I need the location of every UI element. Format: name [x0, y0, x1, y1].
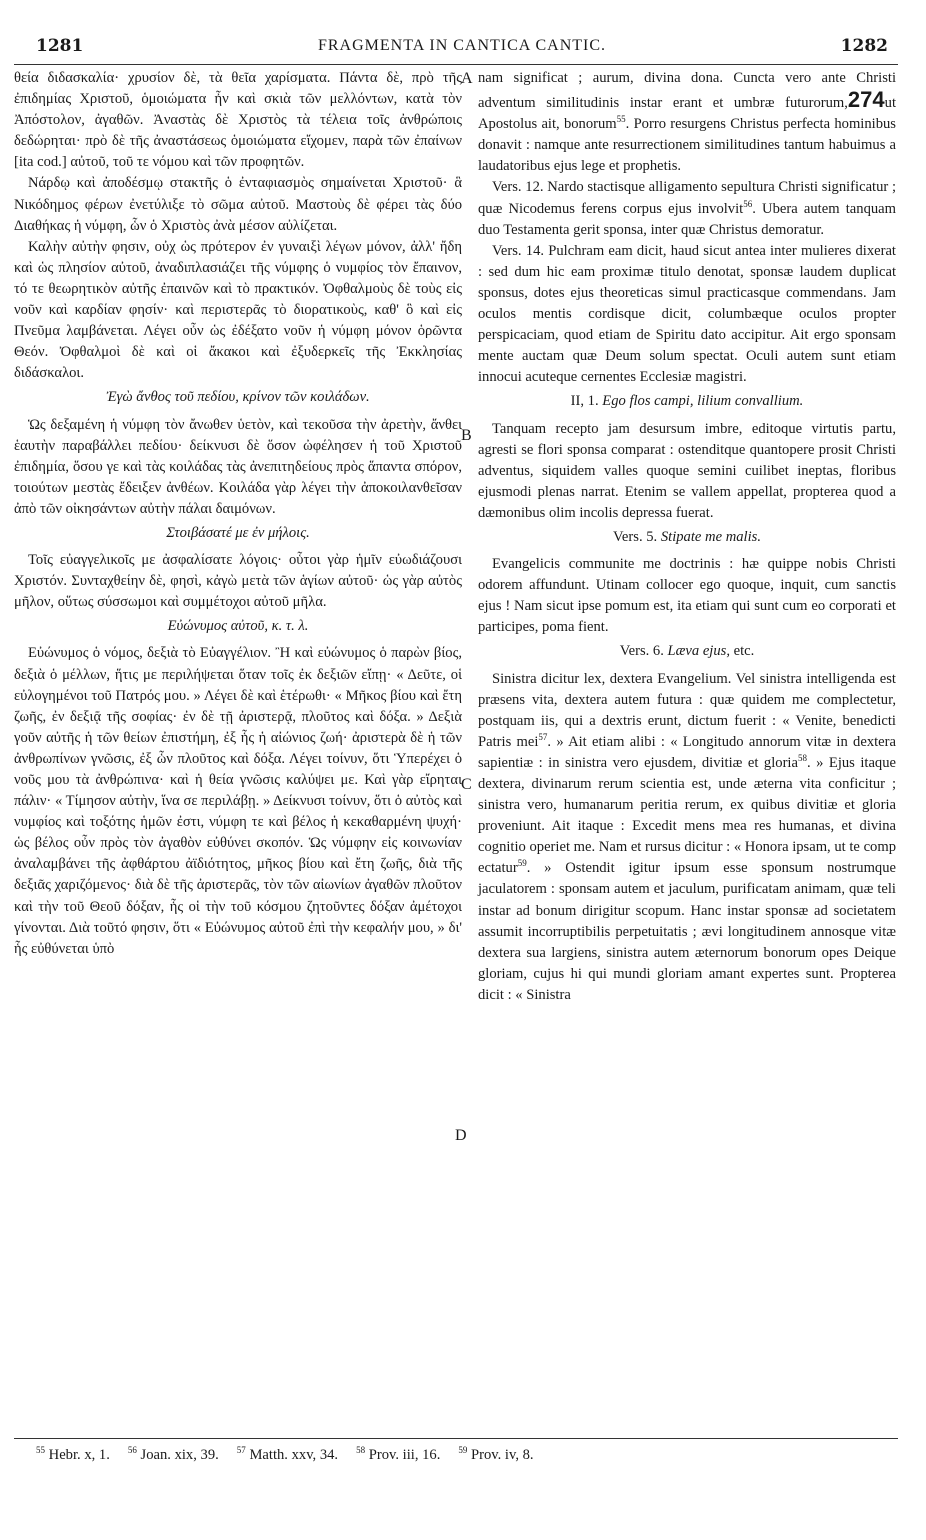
latin-paragraph: [478, 669, 896, 1007]
latin-section-heading: [478, 527, 896, 548]
footnote-ref: 59: [517, 858, 527, 869]
marker-b: B: [461, 427, 472, 444]
latin-paragraph: Tanquam recepto jam desursum imbre, editoque virtutis partu, agresti se flori sponsa comparat : ostenditque quantopere prosit Christi adventus, siquidem valles quoque semini cuilibet ineptas, floribus ejusmodi plenas narrat. Etenim se vallem appellat, propterea quod a dæmonibus olim incolis depressa fuerat.: [478, 420, 896, 521]
footnote: [458, 1447, 533, 1464]
latin-text: nam significat ; aurum, divina dona. Cuncta vero ante Christi adventum similitudinis instar erant et umbræ futurorum,: [478, 70, 896, 112]
footnote-number: 55: [36, 1445, 45, 1456]
footnote-text: Prov. iii, 16.: [368, 1447, 441, 1463]
latin-text: ut Apostolus ait, bonorum: [478, 95, 896, 133]
greek-paragraph: Καλὴν αὐτὴν φησιν, οὐχ ὡς πρότερον ἐν γυναιξὶ λέγων μόνον, ἀλλ' ἤδη καὶ ὡς πλησίον αὐτοῦ, ἀναδιπλασιάζει τῆς νύμφης ὁ νυμφίος τὸν ἔπαινον, τό τε θεωρητικὸν αὐτῆς ἐπαινῶν καὶ τὸ πρακτικόν. Ὀφθαλμοὺς δὲ τοὺς εἰς νοῦν καὶ καρδίαν φησίν· καὶ περιστερᾶς τὸ διορατικοὺς, καθ' ὃ καὶ εἰς Πνεῦμα λαμβάνεται. Λέγει οὖν ὡς ἐδέξατο νοῦν ἡ νύμφη μόνον ὁρῶντα Θεόν. Ὀφθαλμοὶ δὲ καὶ οἱ ἄκακοι καὶ ἐξυδερκεῖς τῆς Ἐκκλησίας διδάσκαλοι.: [14, 238, 462, 382]
latin-text: . » Ostendit igitur ipsum esse sponsum nostrumque jaculatorem : sponsam autem et jaculum, purificatam animam, quæ teli instar ad bonum dirigitur scopum. Hanc instar sponsæ ad societatem assumit incorruptibilis perpetuitatis ; ævi longitudinem annosque vitæ dextera sua largiens, sinistra autem æternorum bonorum opes Deique gloriam, cujus hi qui mundi gloriam amant expertes sunt. Propterea dicit : « Sinistra: [478, 860, 896, 1003]
marker-a: A: [461, 70, 473, 87]
greek-section-heading: Εὐώνυμος αὐτοῦ, κ. τ. λ.: [167, 618, 309, 635]
greek-paragraph: Εὐώνυμος ὁ νόμος, δεξιὰ τὸ Εὐαγγέλιον. Ἢ καὶ εὐώνυμος ὁ παρὼν βίος, δεξιὰ ὁ μέλλων, ἥτις με περιλήψεται ὅταν τοῖς ἐκ δεξιῶν εἴπῃ· « Δεῦτε, οἱ εὐλογημένοι τοῦ Πατρός μου. » Λέγει δὲ καὶ ἑτέρωθι· « Μῆκος βίου καὶ ἔτη ζωῆς, ἐν δεξιᾷ τῆς σοφίας· ἐν δὲ τῇ ἀριστερᾷ, πλοῦτος καὶ δόξα. » Δεξιὰ γοῦν αὐτῆς ἡ τῶν θείων ἐπιστήμη, ἐξ ἧς ἡ αἰώνιος ζωή· ἀριστερὰ δὲ ἡ τῶν ἀνθρωπίνων γνῶσις, ἐξ ὧν πλοῦτος καὶ δόξα. Λέγει τοίνυν, ὅτι Ὑπερέχει ὁ νοῦς μου τὰ ἀνθρώπινα· καὶ ἡ θεία γνῶσις καλύψει με. Καὶ γὰρ εἴρηται πάλιν· « Τίμησον αὐτὴν, ἵνα σε περιλάβῃ. » Δείκνυσι τοίνυν, ὅτι ὁ αὐτὸς καὶ νυμφίος καὶ τοξότης ἡμῶν ἐστι, νύμφη τε καὶ βέλος ἡ κεκαθαρμένη ψυχή· ὡς βέλος οὖν πρὸς τὸν ἀγαθὸν εὐθύνει σκοπόν. Ὡς νύμφην εἰς κοινωνίαν ἀναλαμβάνει τῆς ἀφθάρτου ἀϊδιότητος, μῆκος βίου καὶ ἔτη ζωῆς, διὰ τῆς δεξιᾶς χαριζόμενος· διὰ δὲ τῆς ἀριστερᾶς, τὸν τῶν αἰωνίων ἀγαθῶν πλοῦτον καὶ τὴν τοῦ Θεοῦ δόξαν, ἧς οἱ τὴν τοῦ κόσμου ζητοῦντες δόξαν ἀμέτοχοι γίνονται. Διὰ τοῦτό φησιν, ὅτι « Εὐώνυμος αὐτοῦ ἐπὶ τὴν κεφαλήν μου, » δι' ἧς εὐθύνεται ὑπὸ: [14, 645, 462, 957]
greek-section-heading: Ἐγὼ ἄνθος τοῦ πεδίου, κρίνον τῶν κοιλάδων.: [106, 389, 370, 406]
latin-text: Vers. 12. Nardo stactisque alligamento sepultura Christi significatur ; quæ Nicodemus ferens corpus ejus involvit: [478, 179, 896, 217]
footnote-rule: [14, 1438, 898, 1439]
latin-text: . » Ejus itaque dextera, divinarum rerum scientia est, unde æterna vita conficitur ; sinistra vero, humanarum peritia rerum, ex quibus divitiæ et gloria proveniunt. Ait itaque : Excedit mens mea res humanas, et divina cognitio operiet me. Nam et rursus dicitur : « Honora ipsam, ut te comp ectatur: [478, 754, 896, 877]
footnote-number: 59: [458, 1445, 468, 1456]
latin-text: . » Ait etiam alibi : « Longitudo annorum vitæ in dextera sapientiæ : in sinistra vero ejusdem, divitiæ et gloria: [478, 733, 896, 771]
greek-paragraph: Τοῖς εὐαγγελικοῖς με ἀσφαλίσατε λόγοις· οὗτοι γὰρ ἡμῖν εὐωδιάζουσι Χριστόν. Συνταχθείην δὲ, φησὶ, κἀγὼ μετὰ τῶν ἁγίων αὐτοῦ· ὡς γὰρ αὐτὸς μῆλον, οὕτως σύσσωμοι καὶ συμμέτοχοι αὐτοῦ μῆλα.: [14, 552, 462, 611]
footnote: [36, 1447, 110, 1464]
footnotes: [36, 1447, 896, 1464]
latin-section-heading: [478, 641, 896, 662]
footnote-ref: 58: [797, 753, 807, 764]
footnote-number: 58: [356, 1445, 366, 1456]
page-number-left: 1281: [36, 36, 84, 56]
verse-title: Læva ejus,: [667, 643, 730, 660]
marker-d: D: [455, 1127, 467, 1144]
running-header: [36, 36, 888, 64]
latin-paragraph: Evangelicis communite me doctrinis : hæ quippe nobis Christi odorem affundunt. Utinam collocer ego quoque, inquit, cum sanctis ejus ! Nam sicut ipse pomum est, ita etiam qui sunt cum eo corporati et participes, poma fient.: [478, 556, 896, 636]
verse-title: Ego flos campi, lilium convallium.: [602, 393, 804, 410]
greek-paragraph: Νάρδῳ καὶ ἀποδέσμῳ στακτῆς ὁ ἐνταφιασμὸς σημαίνεται Χριστοῦ· ἃ Νικόδημος φέρων ἐνετύλιξε τὸ σῶμα αὐτοῦ. Μαστοὺς δὲ φέρει τὰς δύο Διαθήκας ἡ νύμφη, ὧν ὁ Χριστὸς ἀνὰ μέσον αὐλίζεται.: [14, 175, 462, 234]
marker-c: C: [461, 776, 472, 793]
verse-title: Stipate me malis.: [660, 528, 761, 545]
latin-text: . Porro resurgens Christus perfecta hominibus donavit : namque ante resurrectionem similitudines tantum habuimus a laudatoribus ejus lege et prophetis.: [478, 116, 896, 175]
greek-paragraph: θεία διδασκαλία· χρυσίον δὲ, τὰ θεῖα χαρίσματα. Πάντα δὲ, πρὸ τῆς ἐπιδημίας Χριστοῦ, ὁμοιώματα ἦν καὶ σκιὰ τῶν μελλόντων, κατὰ τὸν Ἀπόστολον, ἀγαθῶν. Ἀναστὰς δὲ Χριστὸς τὰ τέλεια τοῖς ἀνθρώποις δεδώρηται· πρὸ δὲ τῆς ἀναστάσεως ὁμοιώματα εἴχομεν, παρὰ τῶν ἐπαίνων [ita cod.] αὐτοῦ, τοῦ τε νόμου καὶ τῶν προφητῶν.: [14, 70, 462, 171]
latin-text: Sinistra dicitur lex, dextera Evangelium. Vel sinistra intelligenda est præsens vita, dextera autem futura : quæ quidem me complectetur, postquam iis, qui a dextris erunt, dictum fuerit : « Venite, benedicti Patris mei: [478, 670, 896, 750]
footnote: [237, 1447, 338, 1464]
footnote-text: Joan. xix, 39.: [140, 1447, 219, 1463]
column-number: 274: [847, 87, 885, 113]
footnote: [128, 1447, 219, 1464]
verse-title-suffix: etc.: [729, 643, 755, 660]
greek-paragraph: Ὡς δεξαμένη ἡ νύμφη τὸν ἄνωθεν ὑετὸν, καὶ τεκοῦσα τὴν ἀρετὴν, ἄνθει ἑαυτὴν παραβάλλει πεδίου· δείκνυσι δὲ ὅσον ὠφέλησεν ἡ τοῦ Χριστοῦ ἐπιδημία, ὅσου γε καὶ τὰς κοιλάδας τὰς ἀνεπιτηδείους πρὸς ἅπαντα σπόρον, τοιούτων μεστὰς ἔδειξεν ἀνθέων. Κοιλάδα γὰρ λέγει τὴν ἀποκοιλανθεῖσαν ἀπὸ τῶν οἰκησάντων αὐτὴν πάλαι δαιμόνων.: [14, 416, 462, 517]
footnote: [356, 1447, 440, 1464]
latin-column: [478, 68, 896, 1006]
footnote-ref: 56: [743, 198, 753, 209]
running-title: FRAGMENTA IN CANTICA CANTIC.: [317, 37, 607, 54]
footnote-ref: 55: [616, 114, 626, 125]
header-rule: [14, 64, 898, 65]
latin-paragraph: Vers. 14. Pulchram eam dicit, haud sicut antea inter mulieres dixerat : sed dum hic eam proximæ titulo denotat, sponsæ laudem duplicat sponsus, dotes ejus theoreticas simul practicasque commendans. Jam oculos mentis cordisque dicit, columbæque oculos propter perspicaciam, quod etiam de Spiritu dato accipitur. Ait ergo sponsam mente auctam quæ Deum solum spectat. Oculi autem sunt etiam innocui acuteque cernentes Ecclesiæ magistri.: [478, 242, 896, 386]
latin-paragraph: [478, 177, 896, 240]
footnote-number: 57: [236, 1445, 246, 1456]
latin-section-heading: [478, 391, 896, 412]
greek-section-heading: Στοιβάσατέ με ἐν μήλοις.: [166, 524, 310, 541]
footnote-number: 56: [127, 1445, 137, 1456]
verse-number: Vers. 6.: [619, 643, 664, 660]
footnote-text: Matth. xxv, 34.: [249, 1447, 339, 1463]
verse-number: II, 1.: [570, 393, 599, 410]
verse-number: Vers. 5.: [613, 528, 658, 545]
footnote-text: Prov. iv, 8.: [471, 1447, 534, 1463]
page-number-right: 1282: [840, 36, 888, 56]
footnote-text: Hebr. x, 1.: [48, 1447, 110, 1463]
latin-paragraph: [478, 68, 896, 177]
footnote-ref: 57: [538, 731, 548, 742]
greek-column: [14, 68, 462, 960]
latin-text: . Ubera autem tanquam duo Testamenta gerit sponsa, inter quæ Christus demoratur.: [478, 200, 896, 238]
